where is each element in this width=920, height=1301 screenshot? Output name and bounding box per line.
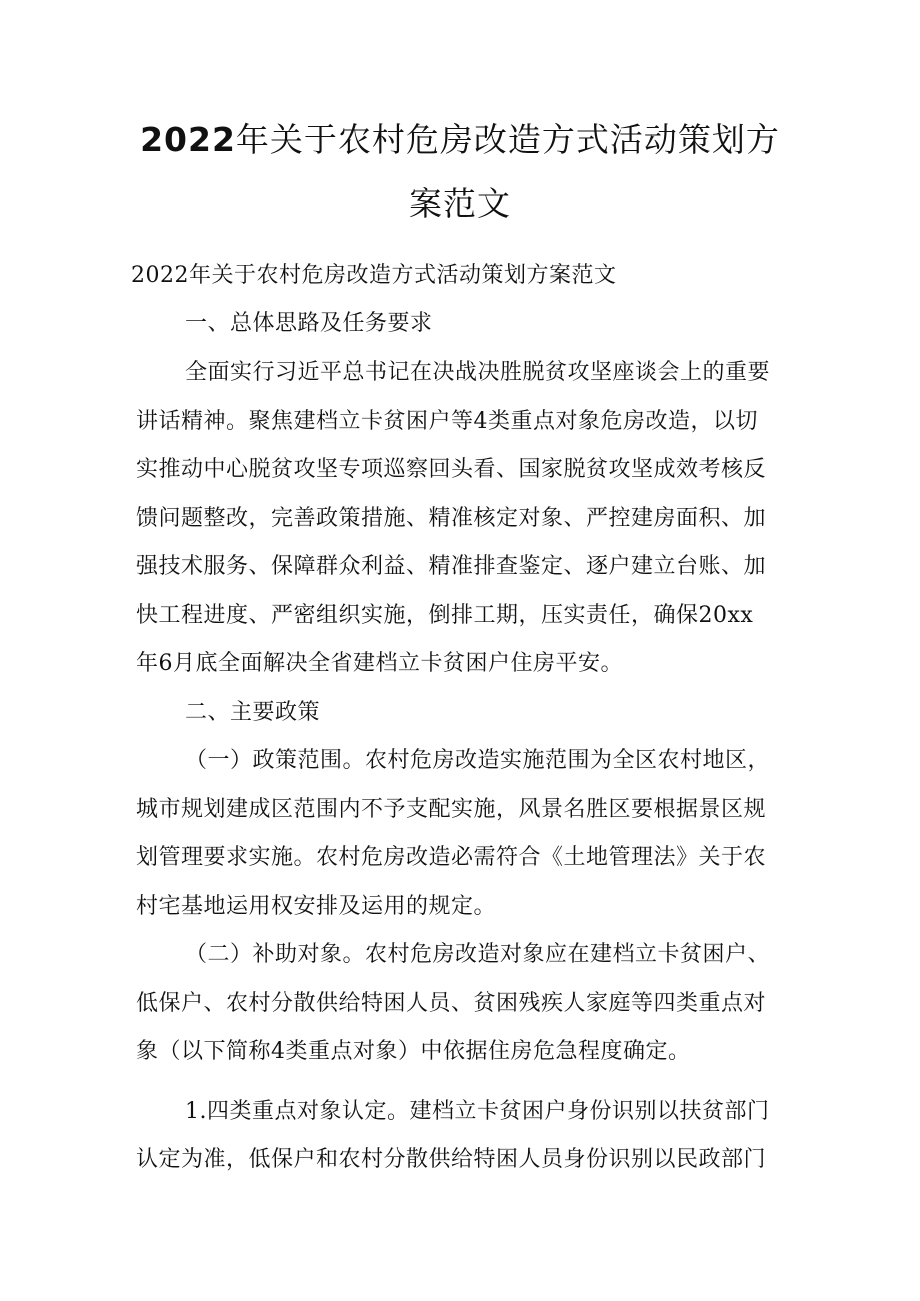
document-title-line-2: 案范文 — [409, 184, 511, 223]
paragraph-line: 馈问题整改，完善政策措施、精准核定对象、严控建房面积、加 — [136, 506, 767, 531]
paragraph-line: 划管理要求实施。农村危房改造必需符合《土地管理法》关于农 — [136, 845, 767, 870]
paragraph-line: 全面实行习近平总书记在决战决胜脱贫攻坚座谈会上的重要 — [185, 360, 771, 385]
subtitle-line: 2022年关于农村危房改造方式活动策划方案范文 — [131, 263, 617, 288]
section-heading-1: 一、总体思路及任务要求 — [185, 311, 433, 336]
paragraph-line: （二）补助对象。农村危房改造对象应在建档立卡贫困户、 — [185, 942, 771, 967]
paragraph-line: 认定为准，低保户和农村分散供给特困人员身份识别以民政部门 — [136, 1147, 767, 1172]
paragraph-line: 城市规划建成区范围内不予支配实施，风景名胜区要根据景区规 — [136, 797, 767, 822]
paragraph-line: 快工程进度、严密组织实施，倒排工期，压实责任，确保20xx — [136, 603, 754, 628]
paragraph-line: 1.四类重点对象认定。建档立卡贫困户身份识别以扶贫部门 — [185, 1099, 770, 1124]
paragraph-line: 实推动中心脱贫攻坚专项巡察回头看、国家脱贫攻坚成效考核反 — [136, 457, 767, 482]
paragraph-line: 低保户、农村分散供给特困人员、贫困残疾人家庭等四类重点对 — [136, 991, 767, 1016]
section-heading-2: 二、主要政策 — [185, 700, 321, 725]
paragraph-line: 象（以下简称4类重点对象）中依据住房危急程度确定。 — [136, 1039, 691, 1064]
paragraph-line: 讲话精神。聚焦建档立卡贫困户等4类重点对象危房改造，以切 — [136, 409, 758, 434]
paragraph-line: 村宅基地运用权安排及运用的规定。 — [136, 894, 497, 919]
document-title-line-1 — [0, 120, 920, 160]
title-text: 年关于农村危房改造方式活动策划方 — [235, 120, 780, 159]
paragraph-line: 强技术服务、保障群众利益、精准排查鉴定、逐户建立台账、加 — [136, 554, 767, 579]
paragraph-line: （一）政策范围。农村危房改造实施范围为全区农村地区， — [185, 748, 771, 773]
paragraph-line: 年6月底全面解决全省建档立卡贫困户住房平安。 — [136, 651, 623, 676]
title-year: 2022 — [140, 120, 236, 159]
